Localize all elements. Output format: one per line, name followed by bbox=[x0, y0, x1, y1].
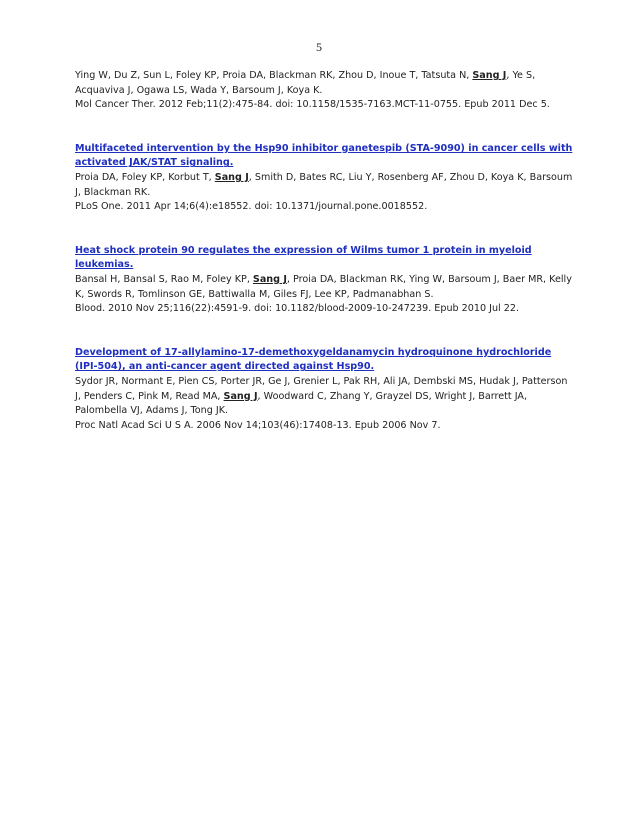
page-number: 5 bbox=[316, 40, 322, 54]
reference-authors: Sydor JR, Normant E, Pien CS, Porter JR, Ge J, Grenier L, Pak RH, Ali JA, Dembski MS, Hudak J, Patterson J, Penders C, Pink M, Read MA, Sang J, Woodward C, Zhang Y, Grayzel DS, Wright J, Barrett JA, Palombella VJ, Adams J, Tong JK. bbox=[75, 375, 568, 417]
reference-authors: Proia DA, Foley KP, Korbut T, Sang J, Smith D, Bates RC, Liu Y, Rosenberg AF, Zhou D, Koya K, Barsoum J, Blackman RK. bbox=[75, 171, 573, 198]
reference-citation: PLoS One. 2011 Apr 14;6(4):e18552. doi: 10.1371/journal.pone.0018552. bbox=[75, 201, 428, 213]
reference-title-link[interactable]: Multifaceted intervention by the Hsp90 inhibitor ganetespib (STA-9090) in cancer cells with activated JAK/STAT signaling. bbox=[75, 142, 573, 169]
reference-title-link[interactable]: Heat shock protein 90 regulates the expression of Wilms tumor 1 protein in myeloid leukemias. bbox=[75, 244, 532, 271]
reference-item bbox=[75, 142, 575, 215]
highlighted-author: Sang J bbox=[214, 171, 249, 183]
reference-item bbox=[75, 244, 575, 317]
highlighted-author: Sang J bbox=[223, 390, 258, 402]
highlighted-author: Sang J bbox=[252, 273, 287, 285]
reference-authors: Bansal H, Bansal S, Rao M, Foley KP, Sang J, Proia DA, Blackman RK, Ying W, Barsoum J, Baer MR, Kelly K, Swords R, Tomlinson GE, Battiwalla M, Giles FJ, Lee KP, Padmanabhan S. bbox=[75, 273, 572, 300]
reference-title-link[interactable]: Development of 17-allylamino-17-demethoxygeldanamycin hydroquinone hydrochloride (IPI-504), an anti-cancer agent directed against Hsp90. bbox=[75, 346, 552, 373]
reference-citation: Proc Natl Acad Sci U S A. 2006 Nov 14;103(46):17408-13. Epub 2006 Nov 7. bbox=[75, 419, 441, 431]
reference-citation: Mol Cancer Ther. 2012 Feb;11(2):475-84. doi: 10.1158/1535-7163.MCT-11-0755. Epub 2011 Dec 5. bbox=[75, 99, 550, 111]
reference-list bbox=[75, 69, 575, 462]
reference-citation: Blood. 2010 Nov 25;116(22):4591-9. doi: 10.1182/blood-2009-10-247239. Epub 2010 Jul 22. bbox=[75, 303, 520, 315]
reference-item bbox=[75, 69, 575, 113]
highlighted-author: Sang J bbox=[472, 70, 507, 81]
reference-item bbox=[75, 346, 575, 434]
reference-authors: Ying W, Du Z, Sun L, Foley KP, Proia DA, Blackman RK, Zhou D, Inoue T, Tatsuta N, Sang J, Ye S, Acquaviva J, Ogawa LS, Wada Y, Barsoum J, Koya K. bbox=[75, 70, 536, 96]
